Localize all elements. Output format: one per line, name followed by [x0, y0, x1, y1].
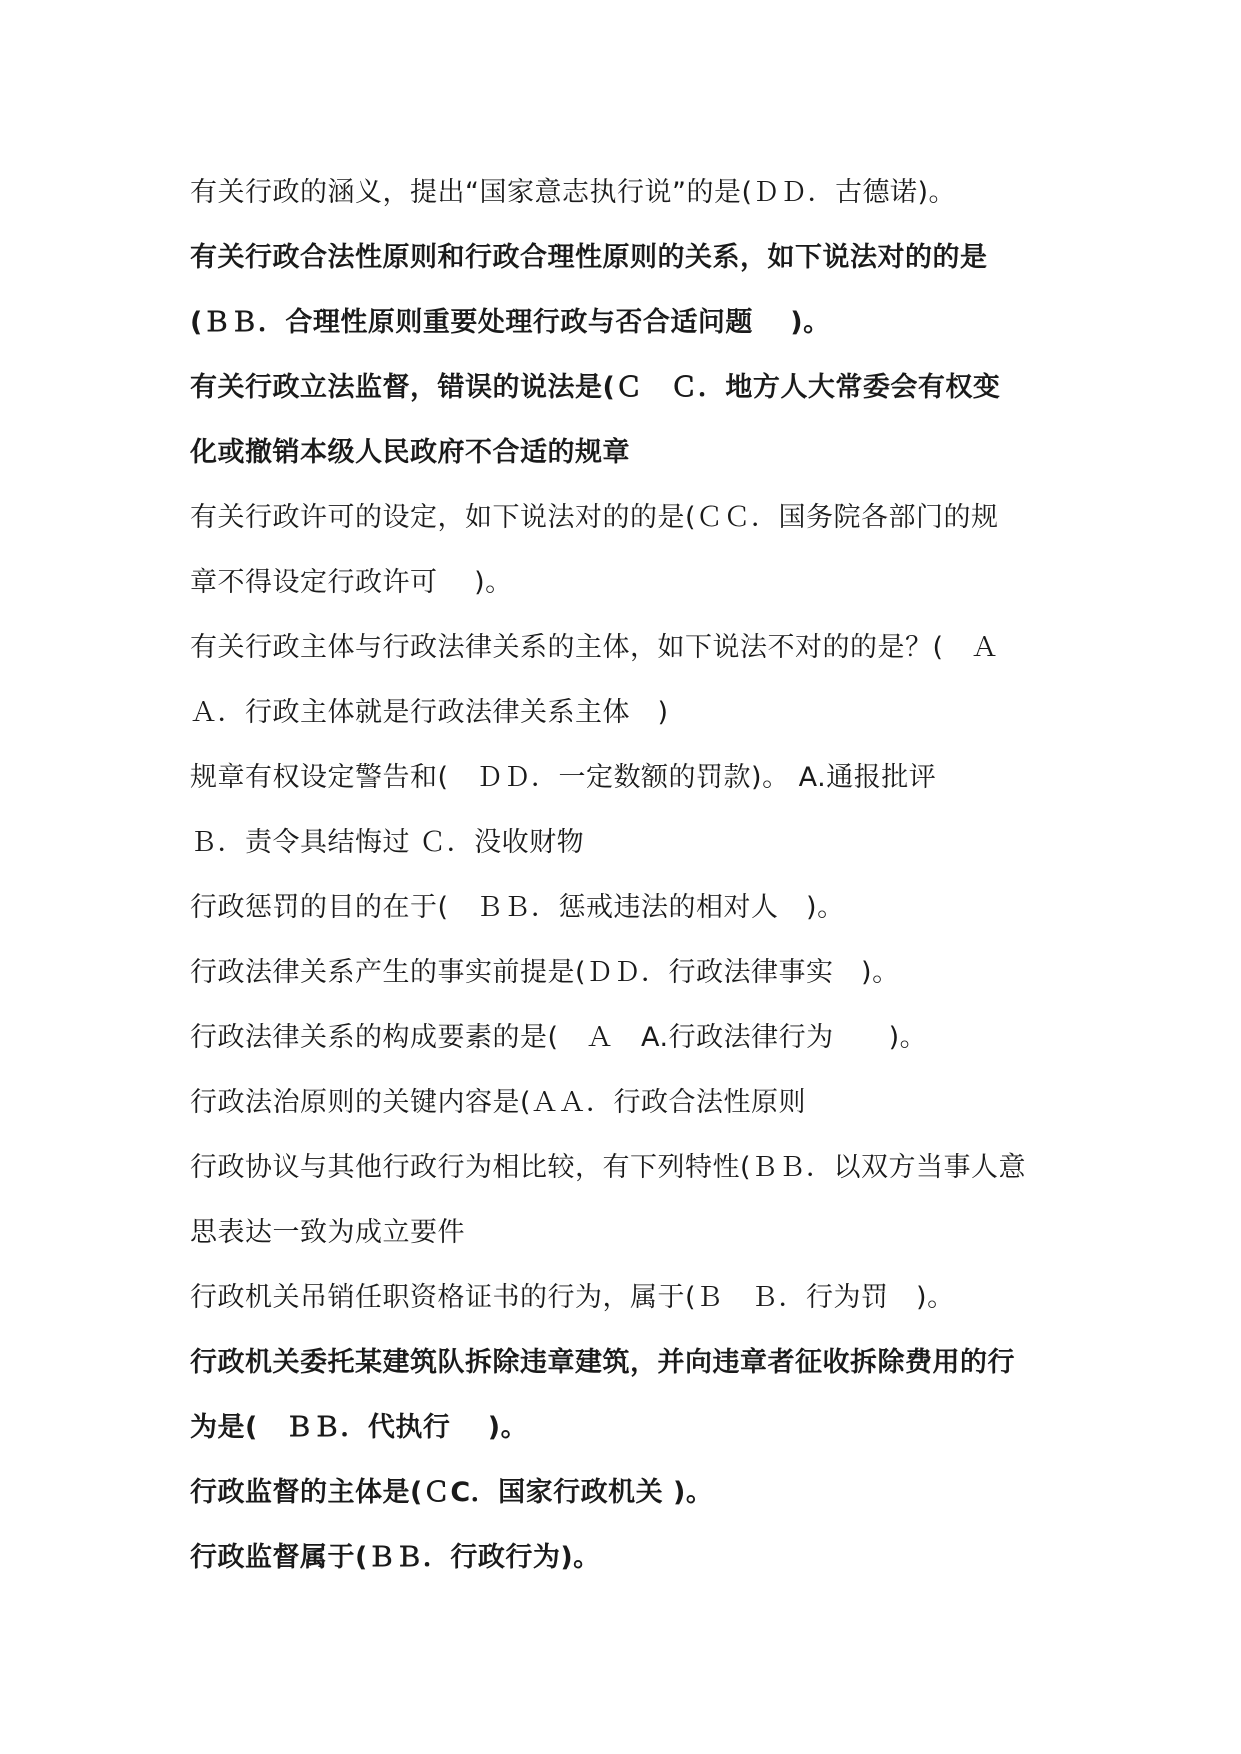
document-body [190, 160, 1060, 1590]
text-line: (ＢＢ．合理性原则重要处理行政与否合适问题 )。 [190, 307, 831, 338]
text-line: 行政法治原则的关键内容是(ＡＡ．行政合法性原则 [190, 1087, 807, 1118]
text-line: 行政机关吊销任职资格证书的行为，属于(Ｂ Ｂ．行为罚 )。 [190, 1282, 955, 1313]
text-line: 化或撤销本级人民政府不合适的规章 [190, 437, 630, 468]
text-line: 有关行政主体与行政法律关系的主体，如下说法不对的的是？( Ａ [190, 632, 999, 663]
text-line: 有关行政的涵义，提出“国家意志执行说”的是(ＤＤ．古德诺)。 [190, 177, 957, 208]
text-line: 规章有权设定警告和( ＤＤ．一定数额的罚款)。 A.通报批评 [190, 762, 937, 793]
text-line: 有关行政合法性原则和行政合理性原则的关系，如下说法对的的是 [190, 242, 988, 273]
text-line: 有关行政许可的设定，如下说法对的的是(ＣＣ．国务院各部门的规 [190, 502, 999, 533]
text-line: 行政机关委托某建筑队拆除违章建筑，并向违章者征收拆除费用的行 [190, 1347, 1015, 1378]
text-line: 行政监督属于(ＢＢ．行政行为)。 [190, 1542, 601, 1573]
text-line: 行政监督的主体是(ＣC．国家行政机关 )。 [190, 1477, 714, 1508]
text-line: 行政协议与其他行政行为相比较，有下列特性(ＢＢ．以双方当事人意 [190, 1152, 1027, 1183]
text-line: Ｂ．责令具结悔过 Ｃ．没收财物 [190, 827, 585, 858]
text-line: 思表达一致为成立要件 [190, 1217, 465, 1248]
text-line: Ａ．行政主体就是行政法律关系主体 ) [190, 697, 669, 728]
text-line: 行政法律关系的构成要素的是( Ａ A.行政法律行为 )。 [190, 1022, 928, 1053]
text-line: 行政法律关系产生的事实前提是(ＤＤ．行政法律事实 )。 [190, 957, 900, 988]
text-line: 为是( ＢＢ．代执行 )。 [190, 1412, 529, 1443]
text-line: 行政惩罚的目的在于( ＢＢ．惩戒违法的相对人 )。 [190, 892, 845, 923]
text-line: 章不得设定行政许可 )。 [190, 567, 513, 598]
text-line: 有关行政立法监督，错误的说法是(Ｃ Ｃ．地方人大常委会有权变 [190, 372, 1001, 403]
